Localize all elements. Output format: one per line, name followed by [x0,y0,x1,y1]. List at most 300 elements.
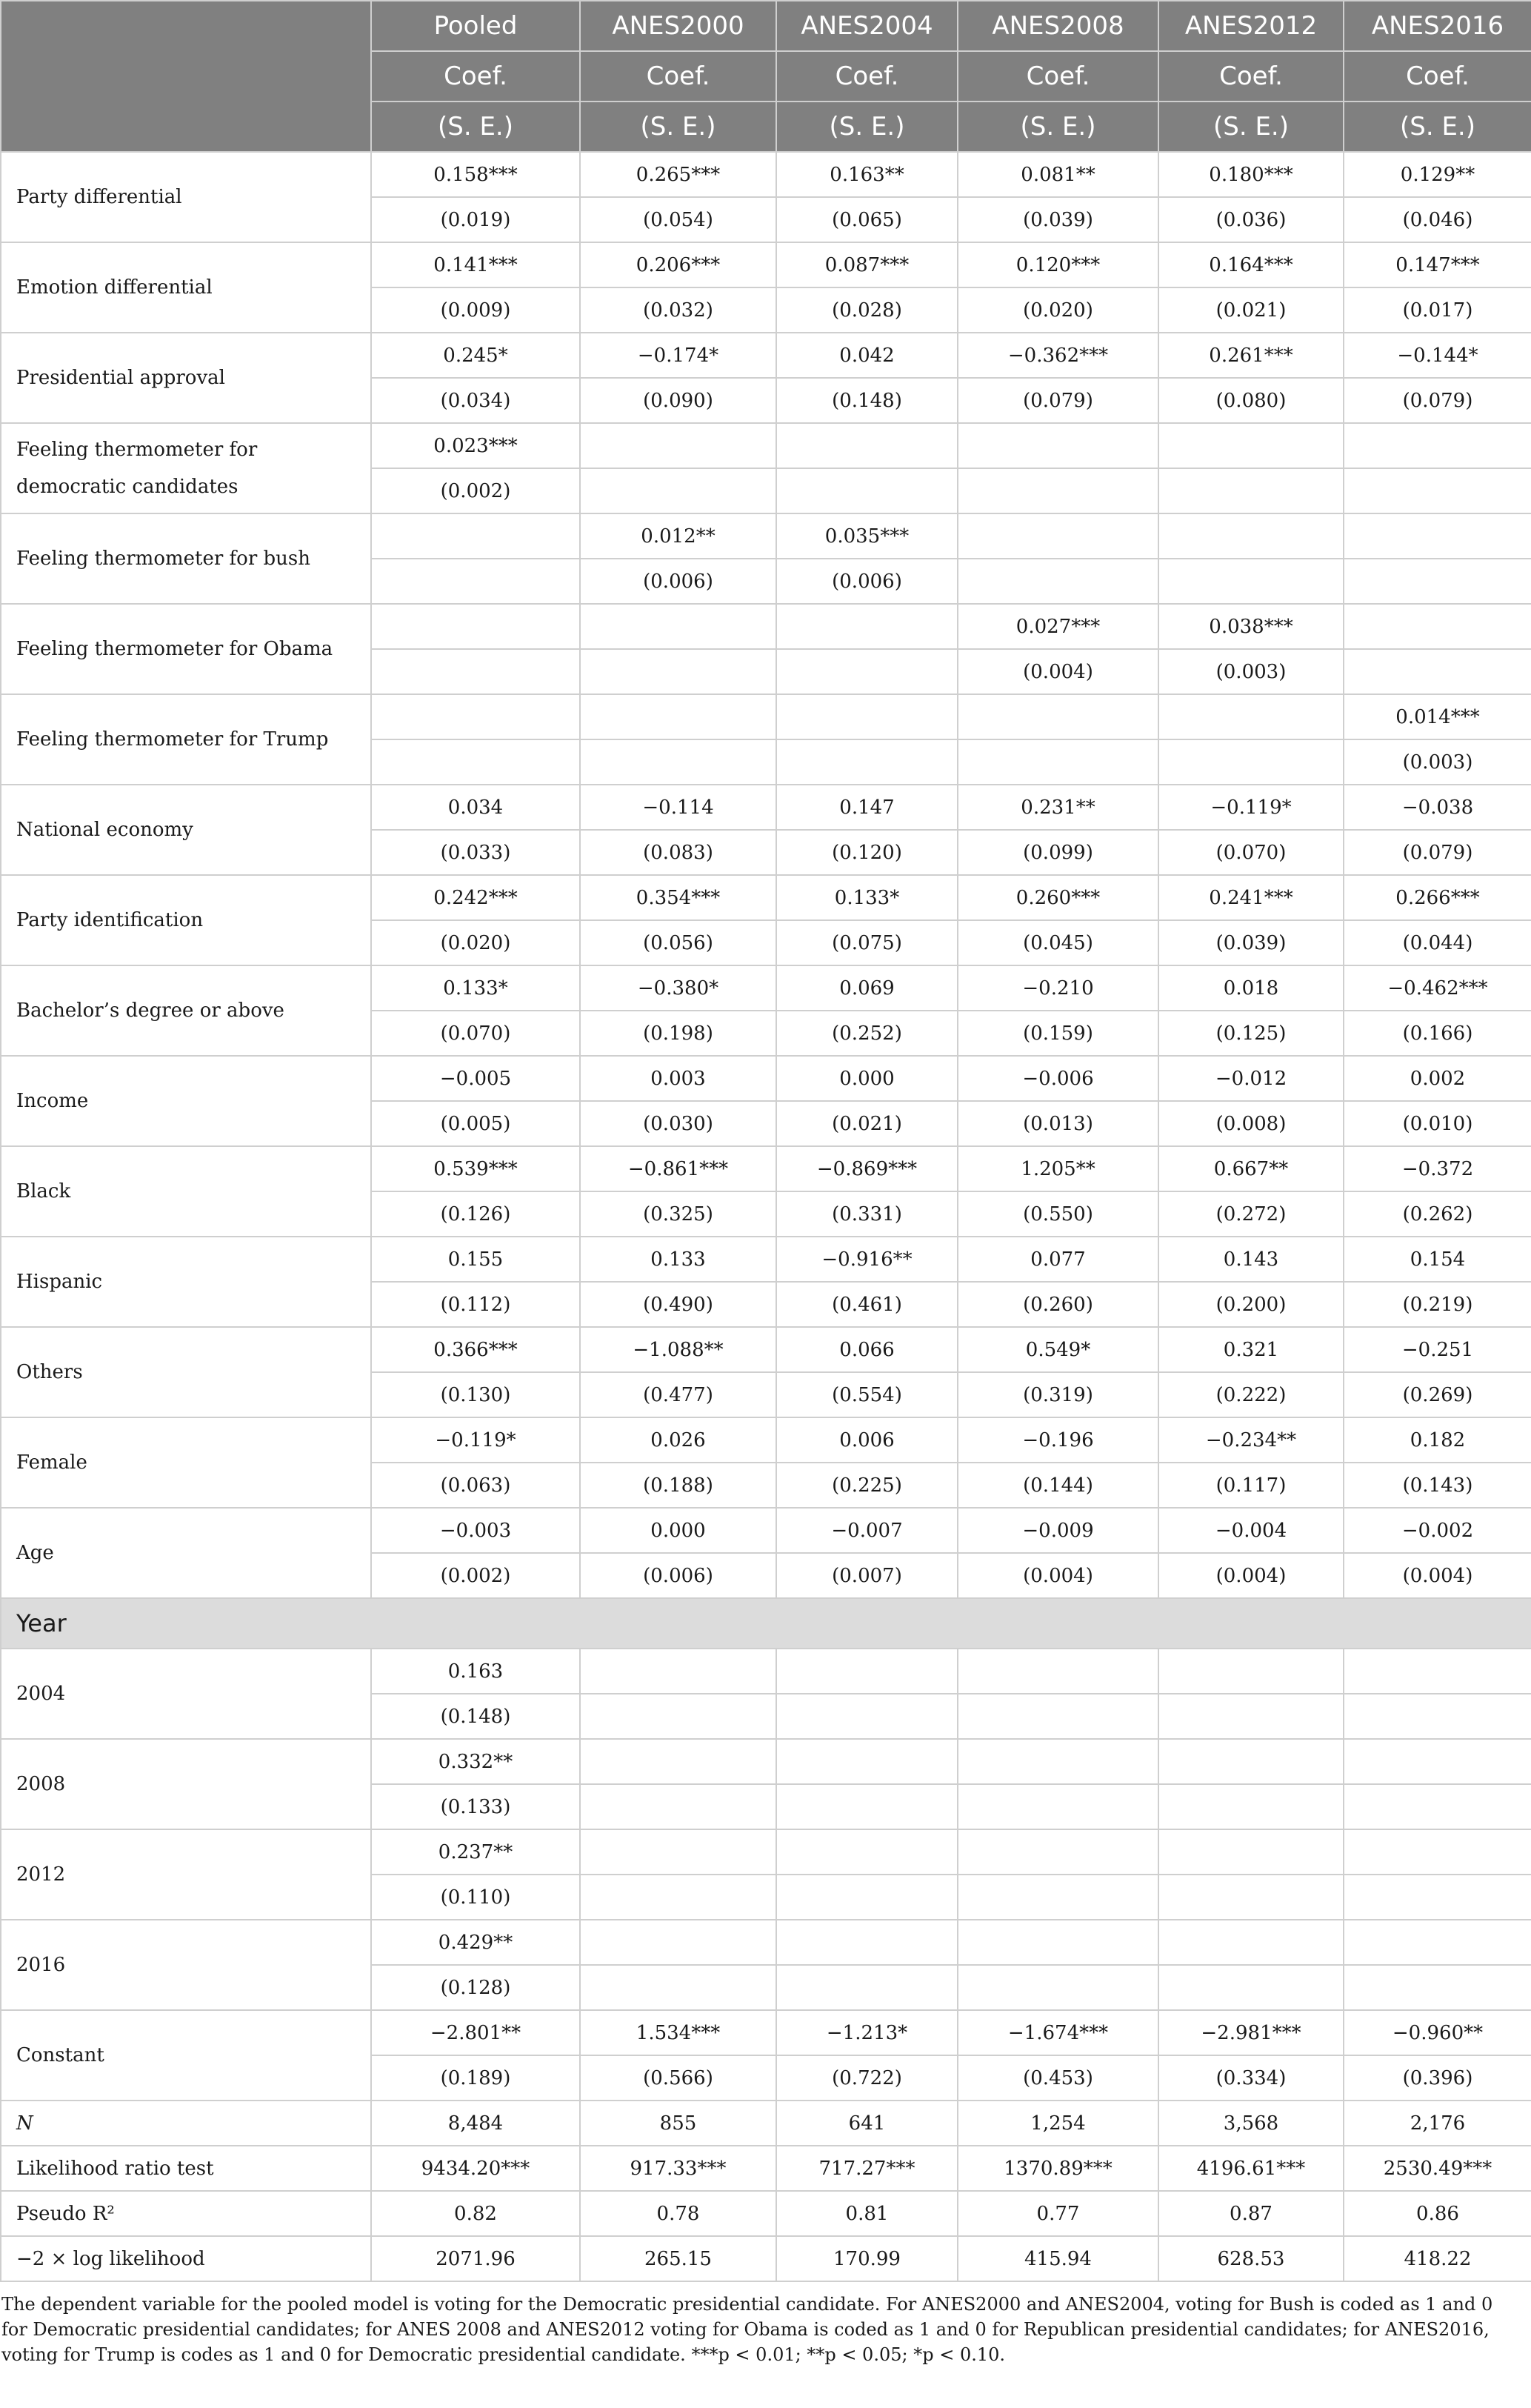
coef-cell: 0.206*** [580,242,776,287]
coef-cell: 0.163 [371,1649,580,1694]
coef-cell: 0.265*** [580,152,776,197]
coef-row [1,965,1531,1011]
coef-cell: 0.549* [958,1327,1158,1372]
se-subheader: (S. E.) [1158,102,1344,152]
se-cell: (0.002) [371,1553,580,1598]
coef-cell: 0.006 [776,1417,958,1463]
se-cell: (0.054) [580,197,776,242]
se-cell: (0.039) [1158,920,1344,965]
coef-cell: 0.158*** [371,152,580,197]
coef-cell: 0.038*** [1158,604,1344,649]
coef-cell: 0.667** [1158,1146,1344,1191]
stat-cell: 628.53 [1158,2236,1344,2281]
se-cell: (0.080) [1158,378,1344,423]
stat-row [1,2101,1531,2146]
stat-label: −2 × log likelihood [1,2236,371,2281]
se-cell: (0.075) [776,920,958,965]
coef-cell: 0.260*** [958,875,1158,920]
coef-cell [580,604,776,649]
row-label: 2012 [1,1829,371,1920]
coef-cell [1158,513,1344,559]
coef-cell [580,694,776,739]
coef-cell [958,1649,1158,1694]
coef-cell [371,604,580,649]
se-cell [1344,649,1531,694]
coef-cell [1158,1739,1344,1784]
coef-cell: 0.042 [776,333,958,378]
coef-cell: −1.213* [776,2010,958,2055]
coef-cell: 0.539*** [371,1146,580,1191]
se-subheader: (S. E.) [776,102,958,152]
se-cell: (0.039) [958,197,1158,242]
column-header: ANES2016 [1344,1,1531,51]
coef-row [1,423,1531,468]
coef-row [1,604,1531,649]
coef-cell: 0.231** [958,785,1158,830]
coef-cell: 1.534*** [580,2010,776,2055]
se-cell [580,739,776,785]
se-cell: (0.008) [1158,1101,1344,1146]
se-cell [580,1875,776,1920]
coef-cell: 0.000 [776,1056,958,1101]
column-header: Pooled [371,1,580,51]
coef-cell: 0.077 [958,1237,1158,1282]
se-cell: (0.148) [371,1694,580,1739]
se-cell: (0.550) [958,1191,1158,1237]
se-cell: (0.017) [1344,287,1531,333]
coef-row [1,1508,1531,1553]
se-cell: (0.222) [1158,1372,1344,1417]
coef-cell: 0.023*** [371,423,580,468]
coef-cell: −1.674*** [958,2010,1158,2055]
se-cell: (0.079) [1344,378,1531,423]
se-cell: (0.120) [776,830,958,875]
se-cell [580,649,776,694]
coef-cell: 0.027*** [958,604,1158,649]
se-cell: (0.554) [776,1372,958,1417]
column-header: ANES2008 [958,1,1158,51]
stat-label [1,2101,371,2146]
se-cell: (0.269) [1344,1372,1531,1417]
coef-cell [776,1739,958,1784]
coef-row [1,694,1531,739]
coef-row [1,1327,1531,1372]
coef-cell [1344,1739,1531,1784]
row-label: National economy [1,785,371,875]
coef-cell: −0.362*** [958,333,1158,378]
coef-cell: 0.034 [371,785,580,830]
column-header: ANES2000 [580,1,776,51]
coef-row [1,333,1531,378]
se-cell: (0.065) [776,197,958,242]
coef-cell: 0.000 [580,1508,776,1553]
coef-cell: 0.087*** [776,242,958,287]
coef-cell: −0.251 [1344,1327,1531,1372]
header-corner-cell [1,1,371,152]
coef-cell: 0.241*** [1158,875,1344,920]
stat-cell: 170.99 [776,2236,958,2281]
se-cell [776,1694,958,1739]
se-cell: (0.396) [1344,2055,1531,2101]
coef-cell: −1.088** [580,1327,776,1372]
coef-cell: 0.366*** [371,1327,580,1372]
coef-row [1,1920,1531,1965]
coef-cell [776,1649,958,1694]
row-label: 2008 [1,1739,371,1829]
coef-cell [1344,1920,1531,1965]
se-cell: (0.032) [580,287,776,333]
coef-cell: 0.012** [580,513,776,559]
coef-cell [1158,1829,1344,1875]
se-cell: (0.198) [580,1011,776,1056]
column-header: ANES2012 [1158,1,1344,51]
coef-cell: −2.801** [371,2010,580,2055]
coef-cell [776,1829,958,1875]
se-subheader: (S. E.) [371,102,580,152]
coef-cell: −0.174* [580,333,776,378]
se-cell: (0.056) [580,920,776,965]
stat-cell: 917.33*** [580,2146,776,2191]
se-cell [1344,1875,1531,1920]
se-cell: (0.130) [371,1372,580,1417]
se-cell [371,649,580,694]
se-cell [1344,559,1531,604]
coef-cell: −0.005 [371,1056,580,1101]
coef-cell [1344,1829,1531,1875]
table-header [1,1,1531,152]
coef-cell: −0.380* [580,965,776,1011]
se-cell: (0.219) [1344,1282,1531,1327]
stat-cell: 717.27*** [776,2146,958,2191]
se-cell [776,649,958,694]
coef-row [1,513,1531,559]
row-label: Constant [1,2010,371,2101]
se-cell: (0.004) [958,1553,1158,1598]
se-cell: (0.260) [958,1282,1158,1327]
coef-row [1,242,1531,287]
coef-cell: −0.012 [1158,1056,1344,1101]
se-cell: (0.453) [958,2055,1158,2101]
coef-cell [1344,1649,1531,1694]
coef-cell [776,604,958,649]
se-cell [1158,1784,1344,1829]
coef-cell: 0.237** [371,1829,580,1875]
se-cell: (0.110) [371,1875,580,1920]
stat-cell: 0.86 [1344,2191,1531,2236]
coef-cell: 0.155 [371,1237,580,1282]
coef-cell [958,513,1158,559]
coef-row [1,1649,1531,1694]
se-cell: (0.566) [580,2055,776,2101]
se-cell: (0.010) [1344,1101,1531,1146]
stat-cell: 0.77 [958,2191,1158,2236]
stat-cell: 0.82 [371,2191,580,2236]
se-cell: (0.004) [1158,1553,1344,1598]
se-cell: (0.143) [1344,1463,1531,1508]
se-cell: (0.003) [1344,739,1531,785]
row-label: Presidential approval [1,333,371,423]
row-label: Others [1,1327,371,1417]
stat-cell: 855 [580,2101,776,2146]
se-cell: (0.189) [371,2055,580,2101]
row-label: Female [1,1417,371,1508]
row-label: Emotion differential [1,242,371,333]
coef-cell: 0.147*** [1344,242,1531,287]
coef-cell [580,1829,776,1875]
se-subheader: (S. E.) [958,102,1158,152]
coef-cell [776,694,958,739]
coef-cell: −0.038 [1344,785,1531,830]
stat-cell: 3,568 [1158,2101,1344,2146]
se-cell [776,468,958,513]
stat-cell: 418.22 [1344,2236,1531,2281]
coef-cell: 0.003 [580,1056,776,1101]
se-cell: (0.144) [958,1463,1158,1508]
se-cell: (0.028) [776,287,958,333]
coef-cell: −0.003 [371,1508,580,1553]
stat-cell: 0.78 [580,2191,776,2236]
se-cell [1344,1694,1531,1739]
stat-cell: 0.81 [776,2191,958,2236]
row-label: Feeling thermometer for Trump [1,694,371,785]
se-cell: (0.331) [776,1191,958,1237]
coef-row [1,1146,1531,1191]
row-label: Feeling thermometer for democratic candidates [1,423,371,513]
se-cell [958,739,1158,785]
se-cell: (0.133) [371,1784,580,1829]
se-cell: (0.004) [958,649,1158,694]
coef-cell: 0.069 [776,965,958,1011]
row-label: Feeling thermometer for bush [1,513,371,604]
se-cell [958,1694,1158,1739]
stat-label: Likelihood ratio test [1,2146,371,2191]
stat-cell: 415.94 [958,2236,1158,2281]
coef-cell: −0.210 [958,965,1158,1011]
coef-cell: 0.026 [580,1417,776,1463]
coef-cell [958,423,1158,468]
coef-cell [1344,423,1531,468]
coef-cell: −0.144* [1344,333,1531,378]
se-cell: (0.005) [371,1101,580,1146]
stat-cell: 2071.96 [371,2236,580,2281]
se-cell: (0.020) [371,920,580,965]
coef-cell: −0.462*** [1344,965,1531,1011]
stat-cell: 0.87 [1158,2191,1344,2236]
se-cell [1158,1694,1344,1739]
coef-cell: 0.242*** [371,875,580,920]
coef-cell: −0.960** [1344,2010,1531,2055]
se-cell: (0.034) [371,378,580,423]
coef-cell: 0.133 [580,1237,776,1282]
se-cell: (0.004) [1344,1553,1531,1598]
se-cell: (0.490) [580,1282,776,1327]
coef-row [1,1739,1531,1784]
se-subheader: (S. E.) [580,102,776,152]
stat-cell: 2530.49*** [1344,2146,1531,2191]
coef-subheader: Coef. [371,51,580,102]
coef-row [1,1237,1531,1282]
coef-cell: 0.133* [371,965,580,1011]
se-cell: (0.225) [776,1463,958,1508]
se-cell [958,1875,1158,1920]
section-row-year [1,1598,1531,1649]
coef-cell [1158,694,1344,739]
coef-cell: 0.143 [1158,1237,1344,1282]
stat-row [1,2236,1531,2281]
table-body [1,152,1531,2281]
coef-subheader: Coef. [958,51,1158,102]
coef-cell: 0.154 [1344,1237,1531,1282]
stat-cell: 1,254 [958,2101,1158,2146]
coef-cell: −0.861*** [580,1146,776,1191]
se-cell: (0.079) [1344,830,1531,875]
coef-row [1,2010,1531,2055]
se-cell: (0.046) [1344,197,1531,242]
coef-cell: −0.006 [958,1056,1158,1101]
coef-cell: −0.196 [958,1417,1158,1463]
se-cell: (0.159) [958,1011,1158,1056]
section-title: Year [1,1598,1531,1649]
coef-cell [371,513,580,559]
coef-cell: 0.266*** [1344,875,1531,920]
coef-cell: −0.114 [580,785,776,830]
coef-cell: 0.245* [371,333,580,378]
coef-cell: 0.354*** [580,875,776,920]
stat-cell: 8,484 [371,2101,580,2146]
se-cell: (0.021) [776,1101,958,1146]
coef-subheader: Coef. [776,51,958,102]
coef-cell: 0.133* [776,875,958,920]
coef-subheader: Coef. [1158,51,1344,102]
se-cell: (0.009) [371,287,580,333]
coef-cell: −2.981*** [1158,2010,1344,2055]
se-cell [1344,1965,1531,2010]
se-cell: (0.044) [1344,920,1531,965]
se-cell [1344,468,1531,513]
coef-row [1,785,1531,830]
se-cell: (0.013) [958,1101,1158,1146]
coef-row [1,1417,1531,1463]
row-label: Hispanic [1,1237,371,1327]
se-cell: (0.036) [1158,197,1344,242]
coef-cell [958,1739,1158,1784]
se-cell: (0.128) [371,1965,580,2010]
coef-cell: 0.002 [1344,1056,1531,1101]
se-cell: (0.334) [1158,2055,1344,2101]
coef-cell: 0.014*** [1344,694,1531,739]
row-label: Age [1,1508,371,1598]
row-label: Bachelor’s degree or above [1,965,371,1056]
se-cell: (0.083) [580,830,776,875]
coef-cell [580,1649,776,1694]
coef-cell: −0.009 [958,1508,1158,1553]
coef-cell: −0.234** [1158,1417,1344,1463]
se-cell: (0.030) [580,1101,776,1146]
se-cell: (0.272) [1158,1191,1344,1237]
se-cell: (0.033) [371,830,580,875]
se-cell: (0.006) [580,559,776,604]
coef-cell: −0.004 [1158,1508,1344,1553]
row-label: 2004 [1,1649,371,1739]
coef-cell: 0.164*** [1158,242,1344,287]
coef-cell [580,1920,776,1965]
coef-cell: 0.120*** [958,242,1158,287]
se-cell [1158,468,1344,513]
coef-cell [958,1829,1158,1875]
coef-cell: −0.916** [776,1237,958,1282]
se-cell: (0.070) [1158,830,1344,875]
coef-cell: 0.147 [776,785,958,830]
stat-cell: 265.15 [580,2236,776,2281]
se-cell [580,1784,776,1829]
coef-cell: 0.180*** [1158,152,1344,197]
se-cell: (0.477) [580,1372,776,1417]
se-cell: (0.325) [580,1191,776,1237]
coef-row [1,1829,1531,1875]
se-cell [580,1965,776,2010]
coef-cell: 0.261*** [1158,333,1344,378]
coef-cell: −0.372 [1344,1146,1531,1191]
se-cell: (0.003) [1158,649,1344,694]
coef-cell: 0.081** [958,152,1158,197]
se-cell: (0.002) [371,468,580,513]
coef-cell [1158,423,1344,468]
se-cell: (0.262) [1344,1191,1531,1237]
coef-subheader: Coef. [1344,51,1531,102]
coef-cell: 0.018 [1158,965,1344,1011]
se-cell: (0.007) [776,1553,958,1598]
se-cell: (0.166) [1344,1011,1531,1056]
se-cell: (0.117) [1158,1463,1344,1508]
coef-cell: 1.205** [958,1146,1158,1191]
table-footnote: The dependent variable for the pooled model is voting for the Democratic presidential candidate. For ANES2000 and ANES2004, voting for Bush is coded as 1 and 0 for Democratic presidential candidates; for ANES 2008 and ANES2012 voting for Obama is coded as 1 and 0 for Republican presidential candidates; for ANES2016, voting for Trump is codes as 1 and 0 for Democratic presidential candidate. ***p < 0.01; **p < 0.05; *p < 0.10. [1,2294,1493,2365]
se-cell [958,1965,1158,2010]
coef-row [1,152,1531,197]
stat-cell: 9434.20*** [371,2146,580,2191]
se-subheader: (S. E.) [1344,102,1531,152]
coef-cell [1344,513,1531,559]
row-label: Black [1,1146,371,1237]
coef-cell: 0.066 [776,1327,958,1372]
coef-cell: 0.141*** [371,242,580,287]
se-cell [776,739,958,785]
se-cell: (0.125) [1158,1011,1344,1056]
coef-cell [371,694,580,739]
row-label: Party differential [1,152,371,242]
se-cell: (0.070) [371,1011,580,1056]
se-cell: (0.006) [776,559,958,604]
coef-cell [1344,604,1531,649]
se-cell [958,1784,1158,1829]
se-cell [1344,1784,1531,1829]
coef-cell: 0.321 [1158,1327,1344,1372]
stat-cell: 641 [776,2101,958,2146]
coef-cell: 0.035*** [776,513,958,559]
se-cell [958,468,1158,513]
stat-cell: 2,176 [1344,2101,1531,2146]
row-label: Party identification [1,875,371,965]
se-cell: (0.020) [958,287,1158,333]
se-cell [580,468,776,513]
se-cell [1158,739,1344,785]
se-cell [958,559,1158,604]
se-cell [580,1694,776,1739]
coef-cell [958,1920,1158,1965]
coef-cell: 0.429** [371,1920,580,1965]
se-cell [1158,1875,1344,1920]
stat-row [1,2146,1531,2191]
se-cell: (0.112) [371,1282,580,1327]
